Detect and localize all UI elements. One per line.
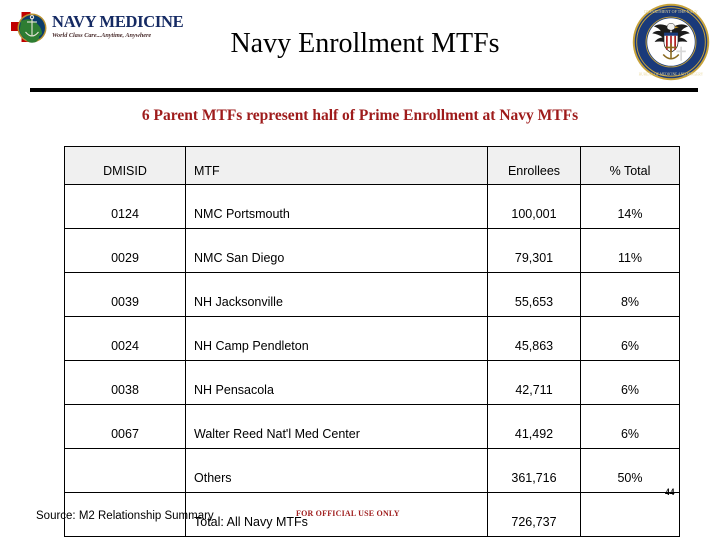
table-row-others <box>65 449 680 493</box>
table-row <box>65 229 680 273</box>
cell-mtf: NH Camp Pendleton <box>186 317 488 361</box>
cell-mtf: Total: All Navy MTFs <box>186 493 488 537</box>
cell-mtf: NMC Portsmouth <box>186 185 488 229</box>
table-header-row <box>65 147 680 185</box>
table-header <box>65 147 680 185</box>
cell-dmisid: 0124 <box>65 185 186 229</box>
cell-mtf: Others <box>186 449 488 493</box>
cell-enrollees: 100,001 <box>488 185 581 229</box>
cell-pct-total: 11% <box>581 229 680 273</box>
cell-dmisid: 0029 <box>65 229 186 273</box>
cell-pct-total: 14% <box>581 185 680 229</box>
source-note: Source: M2 Relationship Summary <box>36 510 214 522</box>
department-of-the-navy-bumed-seal-icon <box>632 3 710 81</box>
navy-medicine-logo <box>8 10 184 52</box>
slide-header <box>0 0 720 95</box>
logo-tagline-text: World Class Care...Anytime, Anywhere <box>52 32 152 39</box>
column-header-mtf: MTF <box>186 147 488 185</box>
enrollment-table <box>64 146 680 537</box>
slide-subtitle: 6 Parent MTFs represent half of Prime Enrollment at Navy MTFs <box>141 107 579 124</box>
cell-dmisid: 0024 <box>65 317 186 361</box>
cell-mtf: Walter Reed Nat'l Med Center <box>186 405 488 449</box>
cell-pct-total: 6% <box>581 361 680 405</box>
cell-dmisid <box>65 449 186 493</box>
table-row <box>65 185 680 229</box>
slide-footer <box>0 488 720 540</box>
cell-pct-total: 8% <box>581 273 680 317</box>
cell-mtf: NH Jacksonville <box>186 273 488 317</box>
table-row <box>65 273 680 317</box>
logo-title-text: NAVY MEDICINE <box>52 12 184 31</box>
page-title: Navy Enrollment MTFs <box>230 28 500 59</box>
fouo-marking: FOR OFFICIAL USE ONLY <box>296 509 400 518</box>
cell-mtf: NMC San Diego <box>186 229 488 273</box>
cell-enrollees: 41,492 <box>488 405 581 449</box>
cell-pct-total: 50% <box>581 449 680 493</box>
cell-enrollees: 55,653 <box>488 273 581 317</box>
column-header-enrollees: Enrollees <box>488 147 581 185</box>
cell-mtf: NH Pensacola <box>186 361 488 405</box>
column-header-pct-total: % Total <box>581 147 680 185</box>
cell-enrollees: 45,863 <box>488 317 581 361</box>
navy-medicine-globe-anchor-icon <box>10 11 50 51</box>
cell-enrollees: 726,737 <box>488 493 581 537</box>
table-row <box>65 317 680 361</box>
table-row <box>65 405 680 449</box>
navy-medicine-wordmark <box>52 12 184 40</box>
cell-pct-total: 6% <box>581 405 680 449</box>
table-row <box>65 361 680 405</box>
cell-dmisid: 0067 <box>65 405 186 449</box>
cell-enrollees: 361,716 <box>488 449 581 493</box>
cell-enrollees: 79,301 <box>488 229 581 273</box>
table-body <box>65 185 680 537</box>
svg-text:DEPARTMENT OF THE NAVY: DEPARTMENT OF THE NAVY <box>644 9 698 15</box>
cell-pct-total: 6% <box>581 317 680 361</box>
page-number: 44 <box>665 488 675 498</box>
cell-dmisid: 0038 <box>65 361 186 405</box>
cell-enrollees: 42,711 <box>488 361 581 405</box>
enrollment-table-container <box>64 146 679 537</box>
cell-dmisid: 0039 <box>65 273 186 317</box>
header-divider-rule <box>30 88 698 92</box>
column-header-dmisid: DMISID <box>65 147 186 185</box>
svg-text:BUREAU OF MEDICINE AND SURGERY: BUREAU OF MEDICINE AND SURGERY <box>638 72 704 77</box>
